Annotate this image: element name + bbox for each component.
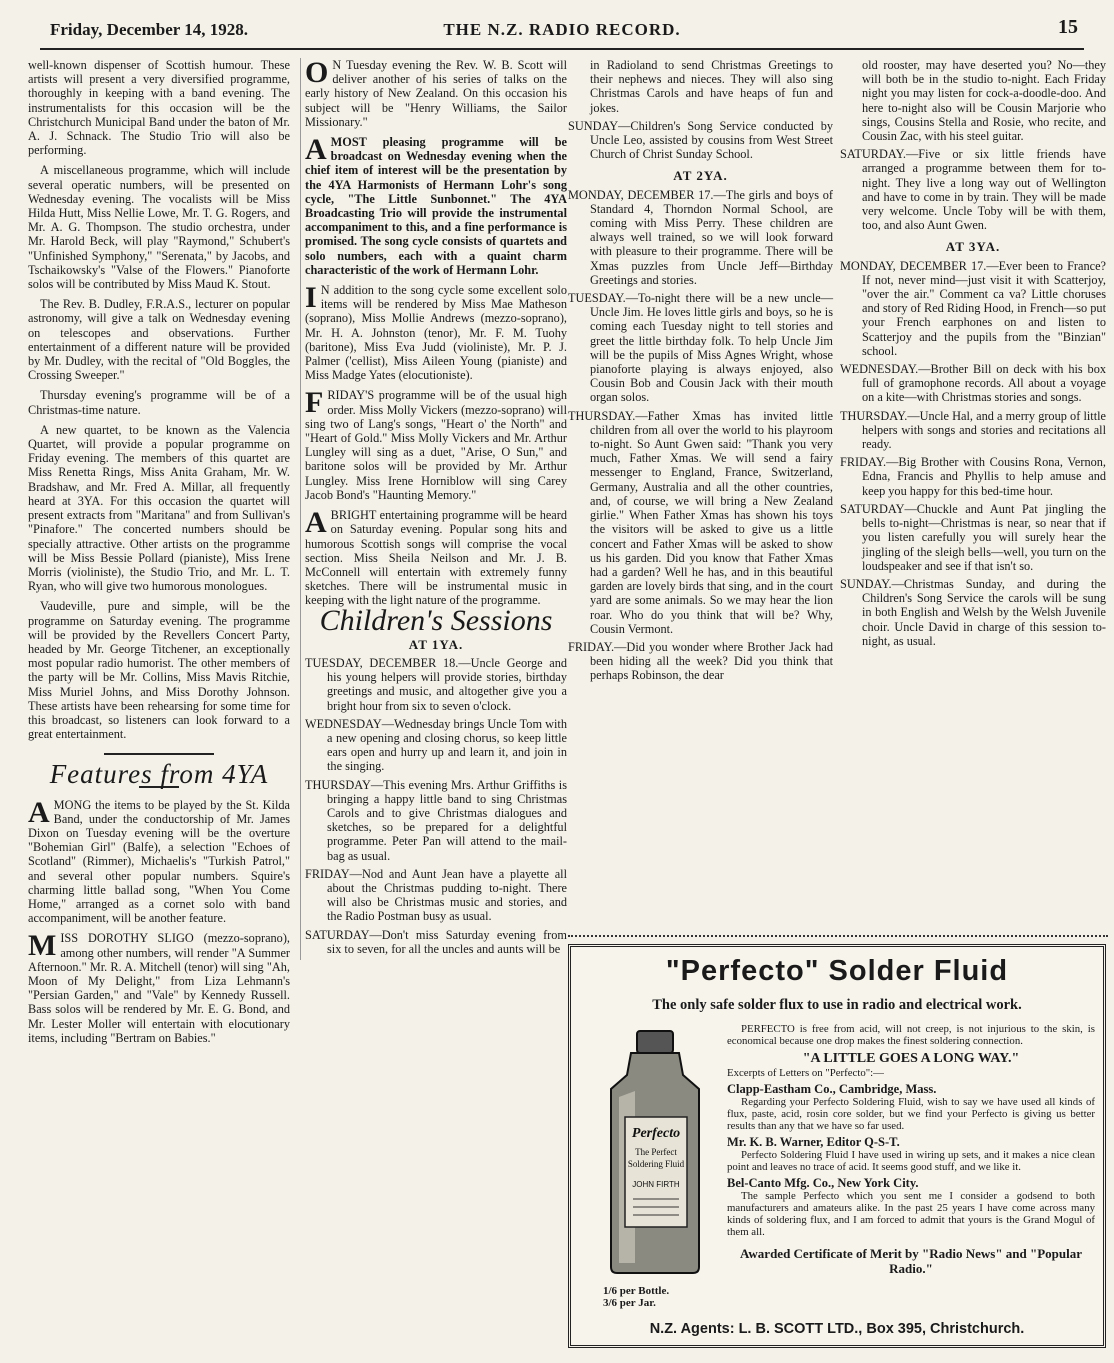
paragraph: O N Tuesday evening the Rev. W. B. Scott will deliver another of his series of talks on the early history of New Zealand. On this occasion his subject will be "Henry Williams, the Sailor Missionary."	[305, 56, 567, 129]
testimonial-text: The sample Perfecto which you sent me I consider a godsend to both manufacturers and amateurs alike. In the past 25 years I have come across many kinds of soldering flux, and I am forced to admit that yours is the Grand Mogul of them all.	[727, 1190, 1095, 1238]
station-heading: AT 1YA.	[408, 636, 464, 652]
bottle-label-line: The Perfect	[635, 1147, 677, 1157]
paragraph: FRIDAY'S programme will be of the usual high order. Miss Molly Vickers (mezzo-soprano) will sing two of Lang's songs, "Heart o' the North" and "Heart of Gold." Miss Molly Vickers and Mr. Arthur Lungley will sing as a duet, "Arise, O Sun," and baritone solos will be provided by Mr. Arthur Lungley. Miss Irene Horniblow will sing Carey Jacob Bond's "Haunting Memory."	[305, 386, 567, 502]
schedule-entry: FRIDAY.—Big Brother with Cousins Rona, Vernon, Edna, Francis and Phyllis to help amuse and keep you happy for this bed-time hour.	[840, 455, 1106, 498]
solder-bottle-illustration	[595, 1027, 715, 1277]
schedule-entry: FRIDAY—Nod and Aunt Jean have a playette all about the Christmas pudding to-night. There will also be Christmas music and stories, and the Radio Postman busy as usual.	[305, 866, 567, 924]
ad-body	[727, 1023, 1095, 1276]
paragraph: AMOST pleasing programme will be broadcast on Wednesday evening when the chief item of interest will be the presentation by the 4YA Harmonists of Hermann Lohr's song cycle, "The Little Sunbonnet." The 4YA Broadcasting Trio will provide the instrumental accompaniment to this, and a fine performance is promised. The song cycle consists of quartets and solo numbers, each with a quaint charm characteristic of the work of Hermann Lohr.	[305, 133, 567, 277]
schedule-entry: in Radioland to send Christmas Greetings to their nephews and nieces. They will also sing Christmas Carols and have heaps of fun and jokes.	[590, 58, 833, 115]
station-heading: AT 2YA.	[673, 168, 728, 184]
price-jar: 3/6 per Jar.	[603, 1297, 656, 1309]
schedule-entry: SATURDAY—Don't miss Saturday evening from six to seven, for all the uncles and aunts will be	[305, 927, 567, 956]
ad-agents: N.Z. Agents: L. B. SCOTT LTD., Box 395, Christchurch.	[649, 1321, 1025, 1337]
paragraph: A new quartet, to be known as the Valencia Quartet, will provide a popular programme on Friday evening. The members of this quartet are Miss Renetta Rings, Miss Anita Graham, Mr. W. Bradshaw, and Mr. Fred A. Millar, all frequently heard at 3YA. For this occasion the quartet will present extracts from "Maritana" and from Sullivan's "Pinafore." The concerted numbers should be specially attractive. Other artists on the programme will be Miss Bessie Pollard (pianiste), Miss Irene Morris (violiniste), the Studio Trio, and Mr. L. T. Ryan, who will give two humorous monologues.	[28, 422, 290, 594]
price-list	[603, 1285, 669, 1309]
drop-cap: A	[305, 506, 327, 540]
ad-subtitle: The only safe solder flux to use in radio and electrical work.	[652, 997, 1022, 1013]
schedule-entry: WEDNESDAY—Wednesday brings Uncle Tom with a new opening and closing chorus, so keep little ears open and hurry up and learn it, and join in the singing.	[305, 716, 567, 774]
drop-cap: A	[28, 795, 50, 829]
paragraph: The Rev. B. Dudley, F.R.A.S., lecturer on popular astronomy, will give a talk on Wednesday evening on telescopes and observations. Further entertainment of a different nature will be provided by Mr. Dudley, with the recital of "Old Boggles, the Crossing Sweeper."	[28, 297, 290, 383]
schedule-entry: THURSDAY.—Uncle Hal, and a merry group of little helpers with songs and stories and recitations all ready.	[840, 408, 1106, 452]
schedule-entry: WEDNESDAY.—Brother Bill on deck with his box full of gramophone records. All about a voyage on a kite—with Christmas stories and songs.	[840, 362, 1106, 405]
schedule-entry: MONDAY, DECEMBER 17.—Ever been to France? If not, never mind—just visit it with Scatterjoy, "over the air." Comment ca va? Little choruses and story of Red Riding Hood, in French—so put your French earphones on and listen to Scatterjoy and the pupils from the "Binzian" school.	[840, 258, 1106, 358]
testimonial-company: Clapp-Eastham Co., Cambridge, Mass.	[727, 1082, 937, 1096]
bottle-label-brand: Perfecto	[631, 1126, 681, 1141]
schedule-entry: FRIDAY.—Did you wonder where Brother Jack had been hiding all the week? Did you think that perhaps Robinson, the dear	[568, 639, 833, 683]
paragraph: A miscellaneous programme, which will include several operatic numbers, will be presented on Wednesday evening. The vocalists will be Miss Hilda Hutt, Miss Nellie Lowe, Mr. T. G. Rogers, and Mr. A. G. Thompson. The studio orchestra, under Mr. Harold Beck, will play "Raymond," Schubert's "Unfinished Symphony," "Serenata," by Jacobs, and Tschaikowsky's "Valse of the Flowers." Pianoforte solos will be contributed by Miss Maud K. Stout.	[28, 163, 290, 292]
paragraph: MISS DOROTHY SLIGO (mezzo-soprano), among other numbers, will render "A Summer Afternoon." Mr. R. A. Mitchell (tenor) will sing "Ah, Moon of My Delight," from Liza Lehmann's "Persian Garden," and "Vale" by Kennedy Russell. Bass solos will be rendered by Mr. E. G. Bond, and Mr. Lester Moller will entertain with elocutionary items, including "Bertram on Babies."	[28, 929, 290, 1045]
ad-motto: "A LITTLE GOES A LONG WAY."	[802, 1051, 1020, 1066]
testimonial-company: Mr. K. B. Warner, Editor Q-S-T.	[727, 1135, 900, 1149]
column-1	[28, 58, 290, 1051]
price-bottle: 1/6 per Bottle.	[603, 1285, 670, 1297]
ad-title: "Perfecto" Solder Fluid	[665, 955, 1009, 987]
bottle-label-line: Soldering Fluid	[627, 1159, 685, 1169]
schedule-entry: old rooster, may have deserted you? No—they will both be in the studio to-night. Each Friday night you may listen for cock-a-doodle-doo. And here to-night also will be Cousin Marjorie who sings, Cousins Stella and Rosie, who recite, and Cousin Zac, with his steel guitar.	[862, 58, 1106, 144]
schedule-entry: SATURDAY.—Five or six little friends have arranged a programme between them for to-night. They live a long way out of Wellington and have to come in by train. They will be made very welcome. Uncle Toby will be with them, too, and also Aunt Gwen.	[840, 147, 1106, 233]
divider	[104, 753, 214, 755]
station-heading: AT 3YA.	[945, 239, 1001, 255]
drop-cap: I	[305, 281, 317, 315]
testimonial-text: Regarding your Perfecto Soldering Fluid, wish to say we have used all kinds of flux, paste, acid, rosin core solder, but we find your Perfecto is giving us better results than any that we have so far used.	[727, 1096, 1095, 1132]
paragraph: ABRIGHT entertaining programme will be heard on Saturday evening. Popular song hits and humorous Scottish songs will comprise the vocal section. Miss Sheila Neilson and Mr. J. B. McConnell will entertain with extremely funny sketches. There will be instrumental music in keeping with the light nature of the programme.	[305, 506, 567, 608]
paragraph: AMONG the items to be played by the St. Kilda Band, under the conductorship of Mr. James Dixon on Tuesday evening will be the overture "Bohemian Girl" (Balfe), a selection "Echoes of Scotland" (Rimmer), Michaelis's "Turkish Patrol," and several other popular numbers. Squire's charming little ballad song, "When You Come Home," arranged as a cornet solo with band accompaniment, will be another feature.	[28, 795, 290, 926]
column-3	[568, 58, 833, 687]
column-2	[300, 58, 567, 960]
schedule-entry: TUESDAY.—To-night there will be a new uncle—Uncle Jim. He loves little girls and boys, so he is coming each Tuesday night to tell stories and greet the little birthday folk. To help Uncle Jim will be the pupils of Miss Agnes Wright, whose pianoforte playing is always enjoyed, also Cousin Bob and Cousin Jack with their mouth organ solos.	[568, 291, 833, 405]
paragraph: Thursday evening's programme will be of a Christmas-time nature.	[28, 388, 290, 417]
schedule-entry: SUNDAY—Children's Song Service conducted by Uncle Leo, assisted by cousins from West Street Church of Christ Sunday School.	[568, 118, 833, 162]
schedule-entry: THURSDAY—This evening Mrs. Arthur Griffiths is bringing a happy little band to sing Christmas Carols and to give Christmas dialogues and sketches, so be prepared for a delightful programme. Peter Pan will attend to the mail-bag as usual.	[305, 777, 567, 863]
divider	[568, 935, 1108, 937]
schedule-entry: THURSDAY.—Father Xmas has invited little children from all over the world to his playroom to-night. So Aunt Gwen said: "Thank you very much, Father Xmas. We will send a fairy messenger to England, France, Switzerland, Germany, Australia and all the other countries, and, of course, we will bring a New Zealand girlie." When Father Xmas has shown his toys the visitors will be asked to give us a little concert and Father Xmas will be asked to show us his garden. Did you know that Father Xmas had a garden? Well he has, and in this beautiful garden are lovely birds that sing, and in the court yard are some animals. So we may hear the lion roar. Who do you think that will be? Why, Cousin Vermont.	[568, 408, 833, 636]
drop-cap: O	[305, 56, 329, 89]
drop-cap: M	[28, 929, 57, 963]
page-header	[40, 14, 1084, 50]
schedule-entry: SUNDAY.—Christmas Sunday, and during the Children's Song Service the carols will be sung in both English and Welsh by the Welsh Juvenile choir. Uncle David in charge of this session to-night, as usual.	[840, 576, 1106, 648]
drop-cap: F	[305, 386, 324, 420]
children-sessions-heading: Children's Sessions	[319, 603, 553, 637]
schedule-entry: MONDAY, DECEMBER 17.—The girls and boys of Standard 4, Thorndon Normal School, are coming with Miss Perry. These children are always well trained, so we will look forward with pleasure to their programme. There will be Xmas puzzles from Uncle Jeff—Birthday Greetings and stories.	[568, 187, 833, 287]
bottle-label-line: JOHN FIRTH	[632, 1180, 680, 1189]
ad-excerpts-label: Excerpts of Letters on "Perfecto":—	[727, 1067, 884, 1079]
column-4	[840, 58, 1106, 652]
masthead-title: THE N.Z. RADIO RECORD.	[443, 20, 681, 39]
page-number: 15	[1058, 16, 1078, 38]
schedule-entry: TUESDAY, DECEMBER 18.—Uncle George and his young helpers will provide stories, birthday greetings and music, and altogether give you a bright hour from six to seven o'clock.	[305, 655, 567, 713]
ad-award: Awarded Certificate of Merit by "Radio News" and "Popular Radio."	[739, 1246, 1083, 1276]
testimonial-company: Bel-Canto Mfg. Co., New York City.	[727, 1176, 919, 1190]
ad-intro: PERFECTO is free from acid, will not creep, is not injurious to the skin, is economical because one drop makes the finest soldering connection.	[727, 1023, 1095, 1047]
schedule-entry: SATURDAY—Chuckle and Aunt Pat jingling the bells to-night—Christmas is near, so near that if you listen carefully you will surely hear the jingling of the sleigh bells—well, you turn on the loudspeaker and see if that isn't so.	[840, 501, 1106, 573]
paragraph: well-known dispenser of Scottish humour. These artists will present a very diversified programme, thoroughly in keeping with a band evening. The instrumentalists for this occasion will be the Christchurch Municipal Band under the baton of Mr. A. J. Schnack. The Studio Trio will also be performing.	[28, 58, 290, 158]
issue-date: Friday, December 14, 1928.	[50, 20, 248, 39]
paragraph: I N addition to the song cycle some excellent solo items will be rendered by Miss Mae Matheson (soprano), Miss Mollie Andrews (mezzo-soprano), Mr. H. A. Johnston (tenor), Mr. F. M. Tuohy (baritone), Miss Eva Judd (violiniste), Mr. P. J. Palmer ('cellist), Miss Aileen Young (pianiste) and Miss Madge Yates (elocutioniste).	[305, 281, 567, 383]
drop-cap: A	[305, 133, 327, 167]
perfecto-advertisement	[568, 944, 1106, 1348]
paragraph: Vaudeville, pure and simple, will be the programme on Saturday evening. The programme will be provided by the Revellers Concert Party, headed by Mr. George Titchener, an exceptionally most popular radio humorist. The other members of the party will be Mr. Collins, Miss Mavis Ritchie, Miss Muriel Johns, and Miss Dorothy Johnson. These artists have been rehearsing for some time for this broadcast, so listeners can look forward to a great entertainment.	[28, 599, 290, 742]
testimonial-text: Perfecto Soldering Fluid I have used in wiring up sets, and it makes a nice clean point and leaves no trace of acid. It seems good stuff, and we like it.	[727, 1149, 1095, 1173]
features-heading: Features from 4YA	[49, 759, 269, 790]
